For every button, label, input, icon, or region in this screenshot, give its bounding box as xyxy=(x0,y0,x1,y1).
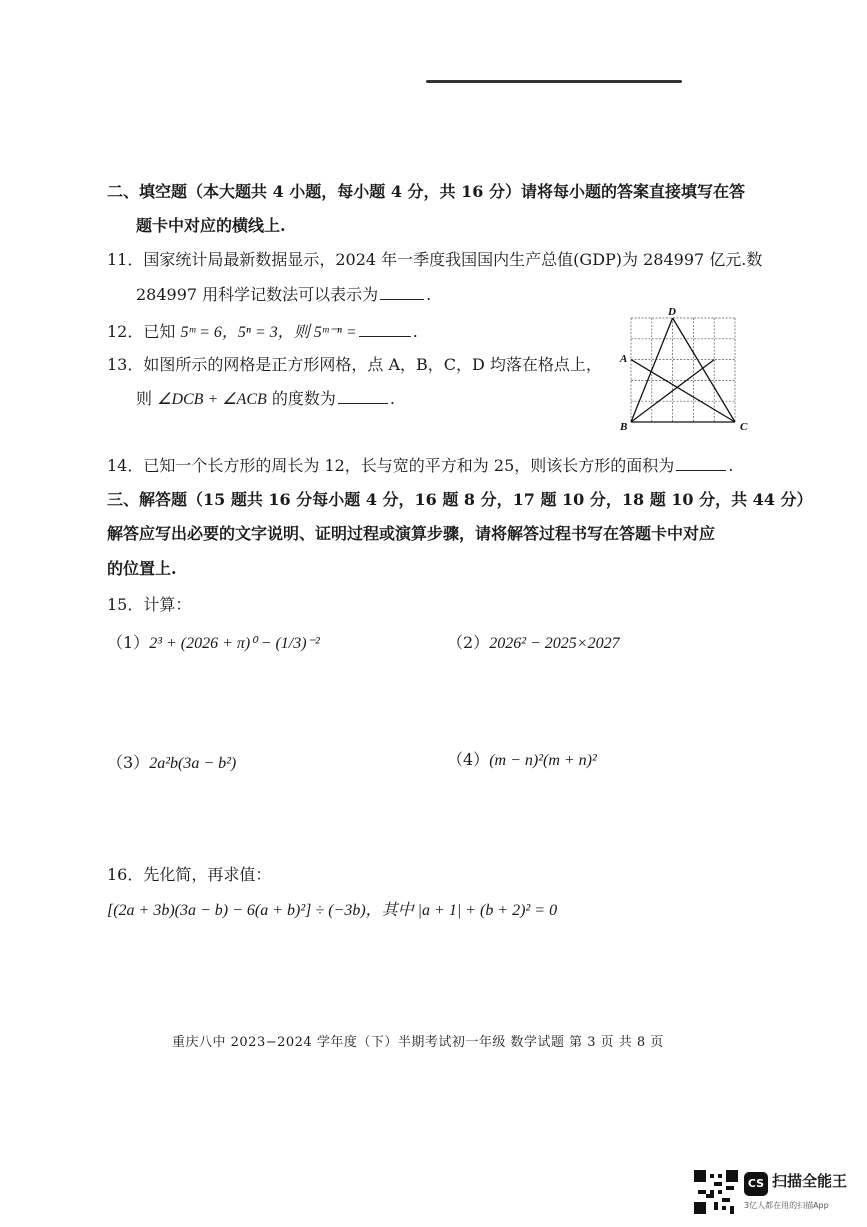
segment-dc xyxy=(673,318,735,422)
segment-ac xyxy=(631,360,735,422)
q15-title: 15．计算： xyxy=(107,595,192,614)
q13-end: . xyxy=(389,389,395,408)
q15-part3-label: （3） xyxy=(107,753,150,772)
q14-text: 14．已知一个长方形的周长为 12，长与宽的平方和为 25，则该长方形的面积为 xyxy=(107,456,675,475)
q13-answer-blank xyxy=(338,389,388,404)
q13-suffix: 的度数为 xyxy=(266,389,336,408)
label-d: D xyxy=(668,306,676,318)
q14-end: . xyxy=(728,456,734,475)
camscanner-name: 扫描全能王 xyxy=(772,1172,848,1190)
q12-answer-blank xyxy=(359,322,411,337)
section3-heading-line1: 三、解答题（15 题共 16 分每小题 4 分，16 题 8 分，17 题 10 分，18 题 10 分，共 44 分） xyxy=(107,490,813,509)
q15-part1 xyxy=(107,632,320,655)
q13-angle-expr: ∠DCB + ∠ACB xyxy=(157,391,267,408)
q15-part2-label: （2） xyxy=(447,633,490,652)
label-c: C xyxy=(740,421,748,433)
q11-line1: 11．国家统计局最新数据显示，2024 年一季度我国国内生产总值(GDP)为 284997 亿元.数 xyxy=(107,250,763,269)
q12-end: . xyxy=(412,322,418,341)
q11-line2 xyxy=(136,284,431,306)
q15-part4-expr: (m − n)²(m + n)² xyxy=(489,752,597,769)
q14-answer-blank xyxy=(676,456,726,471)
grid-figure xyxy=(616,306,752,434)
q15-part1-expr: 2³ + (2026 + π)⁰ − (1/3)⁻² xyxy=(149,635,320,652)
q13-line2 xyxy=(136,388,395,411)
q15-part1-label: （1） xyxy=(107,633,150,652)
q16-expr: [(2a + 3b)(3a − b) − 6(a + b)²] ÷ (−3b)，其中 |a + 1| + (b + 2)² = 0 xyxy=(107,902,558,919)
label-b: B xyxy=(620,421,628,433)
q15-part3 xyxy=(107,752,236,775)
section2-heading-line1: 二、填空题（本大题共 4 小题，每小题 4 分，共 16 分）请将每小题的答案直接填写在答 xyxy=(107,182,745,201)
q12-prefix: 12．已知 xyxy=(107,322,181,341)
q15-part4-label: （4） xyxy=(447,750,490,769)
qr-code-icon xyxy=(694,1170,738,1214)
camscanner-tagline: 3亿人都在用的扫描App xyxy=(744,1201,829,1210)
q11-end: . xyxy=(426,285,432,304)
q15-part2-expr: 2026² − 2025×2027 xyxy=(489,635,620,652)
section3-heading-line2: 解答应写出必要的文字说明、证明过程或演算步骤，请将解答过程书写在答题卡中对应 xyxy=(107,524,716,543)
label-a: A xyxy=(620,353,628,365)
q12-expr: 5ᵐ = 6，5ⁿ = 3，则 5ᵐ⁻ⁿ = xyxy=(180,324,357,341)
q15-part3-expr: 2a²b(3a − b²) xyxy=(149,755,237,772)
q16-title: 16．先化简，再求值： xyxy=(107,865,272,884)
section3-heading-line3: 的位置上. xyxy=(107,559,177,578)
q13-line1: 13．如图所示的网格是正方形网格，点 A，B，C，D 均落在格点上， xyxy=(107,355,602,374)
q14-line xyxy=(107,455,733,477)
scan-artifact-line xyxy=(426,80,682,83)
q15-part2 xyxy=(447,632,620,655)
q12-line xyxy=(107,321,418,344)
q11-answer-blank xyxy=(380,285,424,300)
grid-lines xyxy=(631,318,735,422)
q13-prefix: 则 xyxy=(136,389,158,408)
page-footer: 重庆八中 2023−2024 学年度（下）半期考试初一年级 数学试题 第 3 页 共 8 页 xyxy=(172,1035,664,1050)
q15-part4 xyxy=(447,749,597,772)
camscanner-logo-icon: CS xyxy=(744,1172,768,1196)
q11-text: 284997 用科学记数法可以表示为 xyxy=(136,285,379,304)
section2-heading-line2: 题卡中对应的横线上. xyxy=(136,216,286,235)
